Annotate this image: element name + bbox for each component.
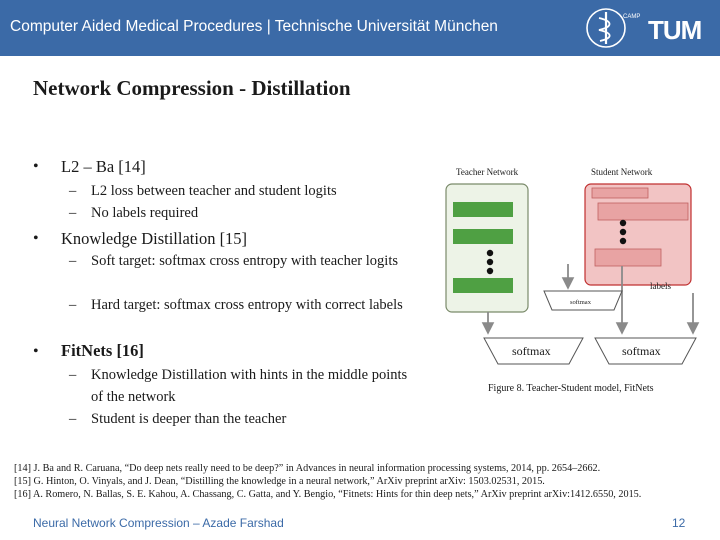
softmax-small-label: softmax bbox=[570, 299, 591, 306]
student-layer bbox=[598, 203, 688, 220]
sub-bullet-text: Soft target: softmax cross entropy with teacher logits bbox=[91, 253, 398, 269]
ellipsis-dot bbox=[620, 220, 626, 226]
bullet-fitnets: FitNets [16] bbox=[61, 341, 144, 360]
ellipsis-dot bbox=[620, 238, 626, 244]
bullet-marker: • bbox=[33, 158, 39, 175]
institution-title: Computer Aided Medical Procedures | Technische Universität München bbox=[10, 18, 498, 35]
ellipsis-dot bbox=[487, 250, 493, 256]
labels-label: labels bbox=[650, 281, 671, 291]
figure-caption: Figure 8. Teacher-Student model, FitNets bbox=[488, 383, 654, 394]
ellipsis-dot bbox=[487, 259, 493, 265]
student-network-box bbox=[585, 184, 691, 285]
bullet-l2-ba: L2 – Ba [14] bbox=[61, 157, 146, 176]
slide-title: Network Compression - Distillation bbox=[33, 76, 351, 100]
sub-bullet-text: No labels required bbox=[91, 205, 199, 221]
student-layer bbox=[595, 249, 661, 266]
student-layer bbox=[592, 188, 648, 198]
teacher-layer bbox=[453, 278, 513, 293]
bullet-marker: • bbox=[33, 343, 39, 360]
dash-marker: – bbox=[69, 367, 77, 383]
dash-marker: – bbox=[69, 205, 77, 221]
sub-bullet-text: Knowledge Distillation with hints in the middle points of the network bbox=[91, 367, 408, 405]
softmax-left-label: softmax bbox=[512, 344, 551, 358]
bullet-knowledge-distillation: Knowledge Distillation [15] bbox=[61, 229, 248, 248]
dash-marker: – bbox=[69, 183, 77, 199]
dash-marker: – bbox=[69, 411, 77, 427]
dash-marker: – bbox=[69, 253, 77, 269]
teacher-network-label: Teacher Network bbox=[456, 167, 519, 177]
page-number: 12 bbox=[672, 516, 686, 530]
softmax-right-label: softmax bbox=[622, 344, 661, 358]
sub-bullet-text: Student is deeper than the teacher bbox=[91, 411, 287, 427]
sub-bullet-text: Hard target: softmax cross entropy with correct labels bbox=[91, 297, 403, 313]
bullet-marker: • bbox=[33, 230, 39, 247]
sub-bullet-text: L2 loss between teacher and student logits bbox=[91, 183, 337, 199]
ellipsis-dot bbox=[620, 229, 626, 235]
footer-author: Neural Network Compression – Azade Farshad bbox=[33, 516, 284, 530]
teacher-layer bbox=[453, 202, 513, 217]
student-network-label: Student Network bbox=[591, 167, 653, 177]
tum-logo-text: TUM bbox=[648, 15, 702, 45]
references bbox=[14, 462, 641, 501]
teacher-layer bbox=[453, 229, 513, 244]
reference-14: [14] J. Ba and R. Caruana, “Do deep nets really need to be deep?” in Advances in neural information processing systems, 2014, pp. 2654–2662. bbox=[14, 463, 601, 474]
ellipsis-dot bbox=[487, 268, 493, 274]
camp-logo-text: CAMP bbox=[623, 14, 641, 20]
reference-15: [15] G. Hinton, O. Vinyals, and J. Dean, “Distilling the knowledge in a neural network,” ArXiv preprint arXiv: 1503.02531, 2015. bbox=[14, 476, 545, 487]
dash-marker: – bbox=[69, 297, 77, 313]
reference-16: [16] A. Romero, N. Ballas, S. E. Kahou, A. Chassang, C. Gatta, and Y. Bengio, “Fitnets: Hints for thin deep nets,” ArXiv preprint arXiv:1412.6550, 2015. bbox=[14, 489, 642, 500]
